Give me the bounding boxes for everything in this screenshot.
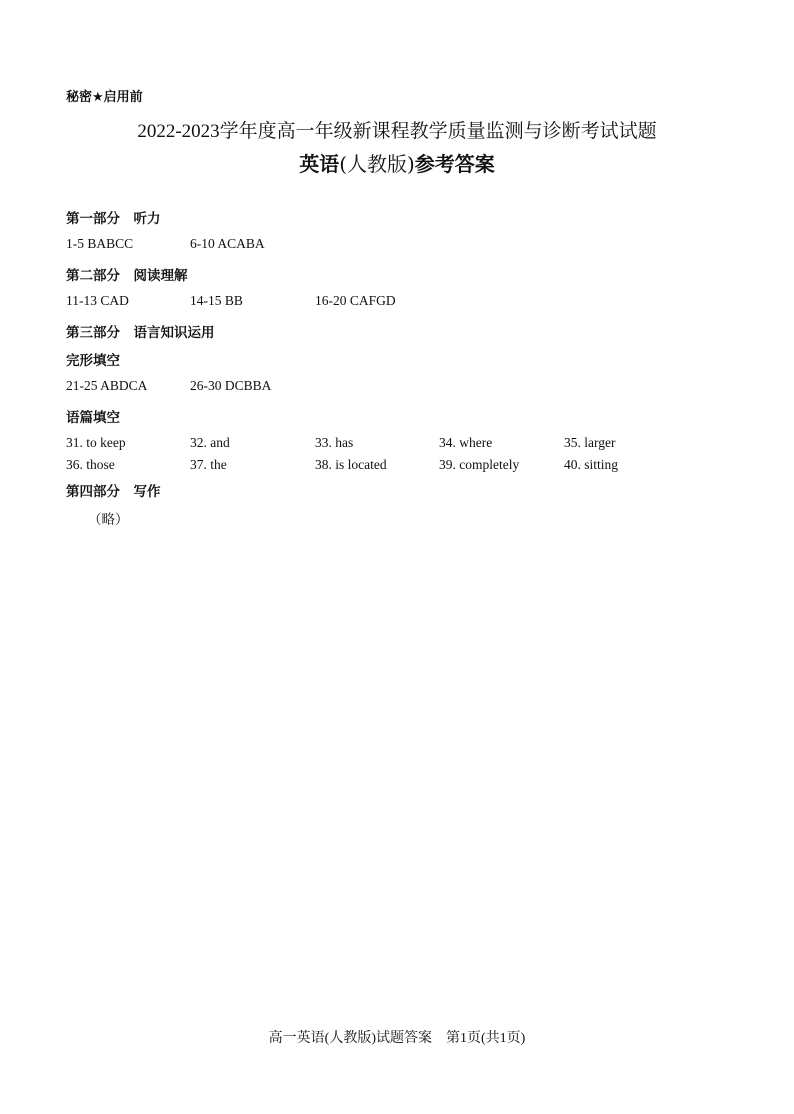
page-footer: 高一英语(人教版)试题答案 第1页(共1页) (268, 1031, 526, 1046)
answer-key-subtitle (0, 148, 794, 177)
answer-item: 36. those (66, 457, 115, 472)
answer-group: 6-10 ACABA (190, 236, 265, 251)
answer-item: 35. larger (564, 435, 616, 450)
answer-group: 21-25 ABDCA (66, 378, 148, 393)
writing-omitted-note: （略） (88, 512, 129, 527)
answer-item: 31. to keep (66, 435, 126, 450)
answer-item: 40. sitting (564, 457, 619, 472)
answer-group: 26-30 DCBBA (190, 378, 272, 393)
part3-heading: 第三部分 语言知识运用 (66, 325, 215, 341)
grammar-fill-heading: 语篇填空 (66, 410, 120, 426)
subtitle-tail: 参考答案 (414, 152, 495, 176)
answer-group: 16-20 CAFGD (315, 293, 396, 308)
exam-title: 2022-2023学年度高一年级新课程教学质量监测与诊断考试试题 (137, 121, 657, 142)
answer-item: 34. where (439, 435, 493, 450)
confidentiality-label: 秘密★启用前 (66, 90, 143, 105)
answer-item: 32. and (190, 435, 230, 450)
answer-group: 11-13 CAD (66, 293, 129, 308)
subtitle-edition: (人教版) (339, 152, 415, 176)
answer-item: 39. completely (439, 457, 520, 472)
answer-item: 37. the (190, 457, 227, 472)
subtitle-subject: 英语 (299, 152, 340, 176)
cloze-heading: 完形填空 (66, 353, 120, 369)
part2-heading: 第二部分 阅读理解 (66, 268, 188, 284)
answer-group: 1-5 BABCC (66, 236, 134, 251)
answer-item: 33. has (315, 435, 354, 450)
part4-heading: 第四部分 写作 (66, 484, 161, 500)
part1-heading: 第一部分 听力 (66, 211, 161, 227)
answer-group: 14-15 BB (190, 293, 243, 308)
answer-item: 38. is located (315, 457, 387, 472)
